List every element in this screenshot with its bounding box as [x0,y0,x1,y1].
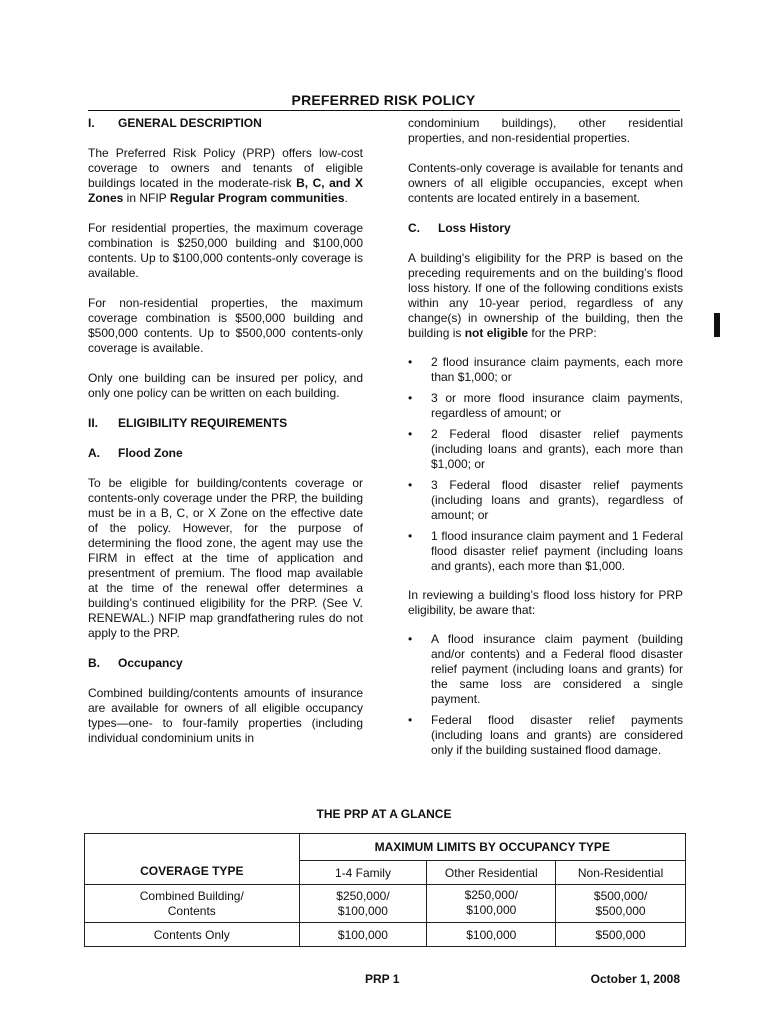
paragraph-occupancy-continued: condominium buildings), other residential properties, and non-residential properties. [408,116,683,145]
subsection-letter: B. [88,656,100,670]
list-item: • 2 Federal flood disaster relief payments (including loans and grants), each more than $1,000; or [408,427,683,472]
row-label-line: Contents [167,903,216,918]
page-number: PRP 1 [365,972,400,986]
subsection-heading-occupancy [88,656,363,671]
title-rule [88,110,680,111]
row-label: Contents Only [85,923,300,947]
revision-change-bar [714,313,720,337]
cell-line: $250,000/ [464,888,518,902]
edition-date: October 1, 2008 [590,972,680,986]
column-header: 1-4 Family [299,861,427,885]
section-number: I. [88,116,95,130]
row-label-line: Combined Building/ [139,888,244,903]
text-run: A building's eligibility for the PRP is based on the preceding requirements and on the building’s flood loss history. If one of the following conditions exists within any 10-year period, regardless of any change(s) in ownership of the building, then the building is [408,251,683,340]
paragraph-loss-history [408,251,683,341]
ineligibility-conditions-list [408,355,683,574]
subsection-heading-flood-zone [88,446,363,461]
text-run: in NFIP [123,191,170,205]
subsection-title: Loss History [438,221,511,235]
list-item: • A flood insurance claim payment (building and/or contents) and a Federal flood disaster relief payment (including loans and grants) for the same loss are considered a single payment. [408,632,683,707]
cell-line: $100,000 [337,903,388,918]
left-column [88,116,363,761]
cell-line: $100,000 [466,903,517,917]
subsection-title: Flood Zone [118,446,183,460]
section-heading-general-description [88,116,363,131]
column-header: Other Residential [427,861,556,885]
table-cell: $100,000 [299,923,427,947]
text-run: for the PRP: [528,326,597,340]
text-run: . [344,191,348,205]
section-title: ELIGIBILITY REQUIREMENTS [118,416,288,430]
list-item: • 3 Federal flood disaster relief payments (including loans and grants), regardless of amount; or [408,478,683,523]
list-item: • 1 flood insurance claim payment and 1 Federal flood disaster relief payment (including loans and grants), each more than $1,000. [408,529,683,574]
review-notes-list [408,632,683,758]
limits-table [84,833,686,947]
text-run-bold: Regular Program communities [169,191,345,205]
section-title: GENERAL DESCRIPTION [118,116,262,130]
paragraph-contents-only: Contents-only coverage is available for tenants and owners of all eligible occupancies, except when contents are located entirely in a basement. [408,161,683,205]
section-heading-eligibility [88,416,363,431]
paragraph-review-note: In reviewing a building’s flood loss history for PRP eligibility, be aware that: [408,588,683,617]
list-item: • Federal flood disaster relief payments (including loans and grants) are considered only if the building sustained flood damage. [408,713,683,758]
paragraph-non-residential-limits: For non-residential properties, the maximum coverage combination is $500,000 building and $500,000 contents. Up to $500,000 contents-only coverage is available. [88,296,363,355]
table-caption: THE PRP AT A GLANCE [316,807,452,821]
paragraph-residential-limits: For residential properties, the maximum coverage combination is $250,000 building and $100,000 contents. Up to $100,000 contents-only coverage is available. [88,221,363,280]
subsection-letter: A. [88,446,100,460]
table-cell: $100,000 [427,923,556,947]
table-cell [299,885,427,923]
table-row [85,923,686,947]
paragraph-prp-description [88,146,363,206]
subsection-heading-loss-history [408,221,683,236]
table-cell [427,885,556,923]
subsection-title: Occupancy [118,656,183,670]
page-title: PREFERRED RISK POLICY [291,92,476,108]
table-cell [556,885,686,923]
cell-line: $500,000/ [593,888,648,903]
table-row [85,885,686,923]
column-header: Non-Residential [556,861,686,885]
text-run: The Preferred Risk Policy (PRP) offers low-cost coverage to owners and tenants of eligible buildings located in the moderate-risk [88,146,363,190]
list-item: • 3 or more flood insurance claim payments, regardless of amount; or [408,391,683,421]
subsection-letter: C. [408,221,420,235]
right-column [408,116,683,772]
table-row [85,834,686,861]
coverage-type-header: COVERAGE TYPE [85,834,300,885]
paragraph-one-building: Only one building can be insured per policy, and only one policy can be written on each building. [88,371,363,400]
list-item: • 2 flood insurance claim payments, each more than $1,000; or [408,355,683,385]
table-cell: $500,000 [556,923,686,947]
row-label [85,885,300,923]
paragraph-occupancy: Combined building/contents amounts of insurance are available for owners of all eligible occupancy types—one- to four-family properties (including individual condominium units in [88,686,363,745]
section-number: II. [88,416,99,430]
max-limits-header: MAXIMUM LIMITS BY OCCUPANCY TYPE [299,834,685,861]
cell-line: $250,000/ [336,888,390,903]
cell-line: $500,000 [595,903,646,918]
text-run-bold: B, C, and X Zones [88,176,363,205]
paragraph-flood-zone: To be eligible for building/contents coverage or contents-only coverage under the PRP, the building must be in a B, C, or X Zone on the effective date of the policy. However, for the purpose of determining the flood zone, the agent may use the FIRM in effect at the time of application and presentment of premium. The flood map available at the time of the renewal offer determines a building’s continued eligibility for the PRP. (See V. RENEWAL.) NFIP map grandfathering rules do not apply to the PRP. [88,476,363,640]
text-run-bold: not eligible [464,326,529,340]
